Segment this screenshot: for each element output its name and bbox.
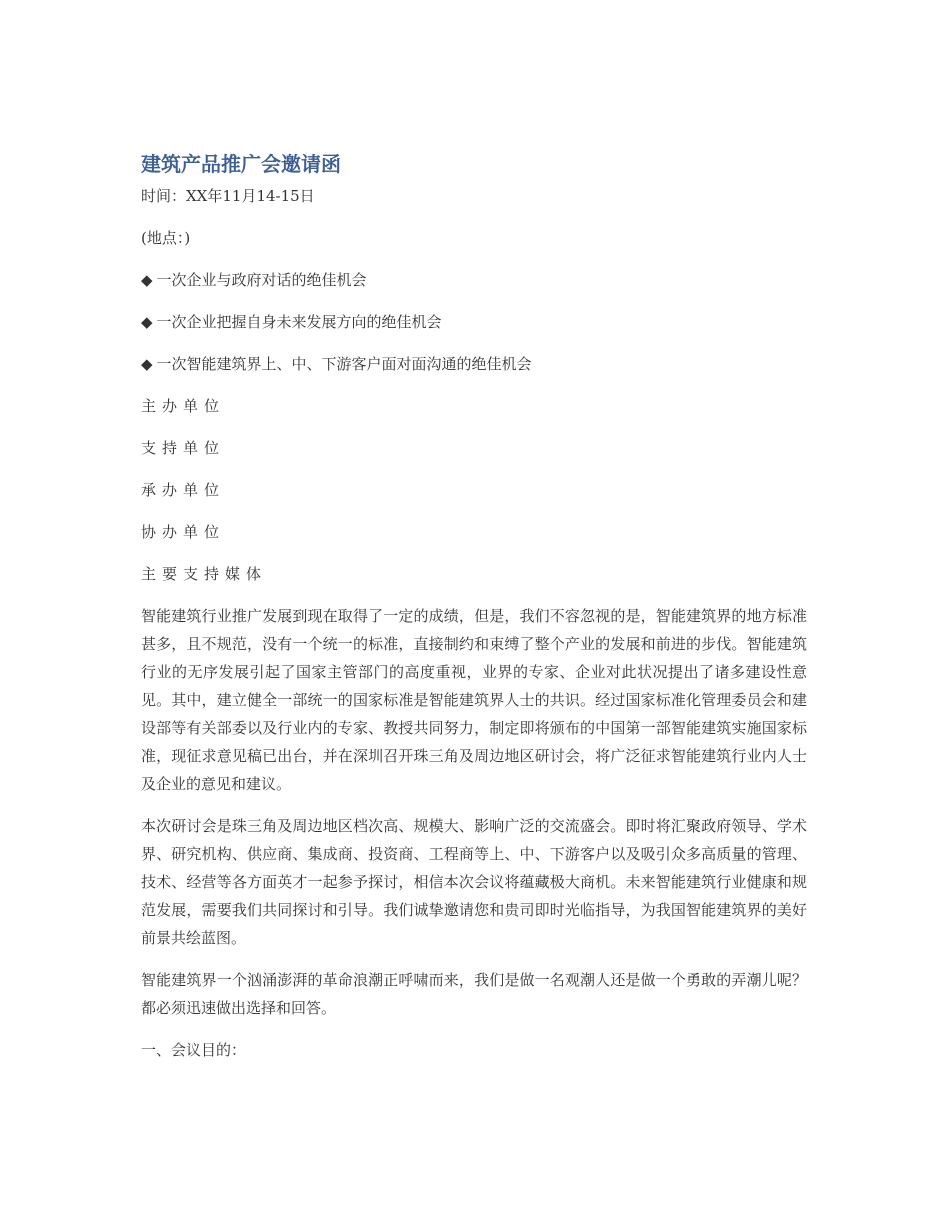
unit-organizer: 承办单位 <box>141 481 226 499</box>
diamond-bullet-icon: ◆ <box>141 313 153 331</box>
body-paragraph: 智能建筑界一个汹涌澎湃的革命浪潮正呼啸而来，我们是做一名观潮人还是做一个勇敢的弄潮儿呢？都必须迅速做出选择和回答。 <box>141 971 807 1017</box>
section-heading: 一、会议目的： <box>141 1041 247 1059</box>
body-paragraph: 本次研讨会是珠三角及周边地区档次高、规模大、影响广泛的交流盛会。即时将汇聚政府领导、学术界、研究机构、供应商、集成商、投资商、工程商等上、中、下游客户以及吸引众多高质量的管理、技术、经营等各方面英才一起参予探讨，相信本次会议将蕴藏极大商机。未来智能建筑行业健康和规范发展，需要我们共同探讨和引导。我们诚挚邀请您和贵司即时光临指导，为我国智能建筑界的美好前景共绘蓝图。 <box>141 817 807 947</box>
body-paragraph: 智能建筑行业推广发展到现在取得了一定的成绩，但是，我们不容忽视的是，智能建筑界的地方标准甚多，且不规范，没有一个统一的标准，直接制约和束缚了整个产业的发展和前进的步伐。智能建筑行业的无序发展引起了国家主管部门的高度重视，业界的专家、企业对此状况提出了诸多建设性意见。其中，建立健全一部统一的国家标准是智能建筑界人士的共识。经过国家标准化管理委员会和建设部等有关部委以及行业内的专家、教授共同努力，制定即将颁布的中国第一部智能建筑实施国家标准，现征求意见稿已出台，并在深圳召开珠三角及周边地区研讨会，将广泛征求智能建筑行业内人士及企业的意见和建议。 <box>141 607 807 793</box>
bullet-item <box>141 350 807 378</box>
unit-media: 主要支持媒体 <box>141 565 268 583</box>
bullet-item <box>141 308 807 336</box>
unit-support: 支持单位 <box>141 439 226 457</box>
diamond-bullet-icon: ◆ <box>141 271 153 289</box>
event-time: 时间：XX年11月14-15日 <box>141 187 315 205</box>
document-title: 建筑产品推广会邀请函 <box>141 152 341 176</box>
bullet-text: 一次企业把握自身未来发展方向的绝佳机会 <box>156 313 442 331</box>
bullet-text: 一次智能建筑界上、中、下游客户面对面沟通的绝佳机会 <box>156 355 532 373</box>
diamond-bullet-icon: ◆ <box>141 355 153 373</box>
document-page <box>141 150 807 1078</box>
bullet-text: 一次企业与政府对话的绝佳机会 <box>156 271 367 289</box>
unit-host: 主办单位 <box>141 397 226 415</box>
unit-co-organizer: 协办单位 <box>141 523 226 541</box>
event-place: (地点：) <box>141 229 191 247</box>
bullet-item <box>141 266 807 294</box>
